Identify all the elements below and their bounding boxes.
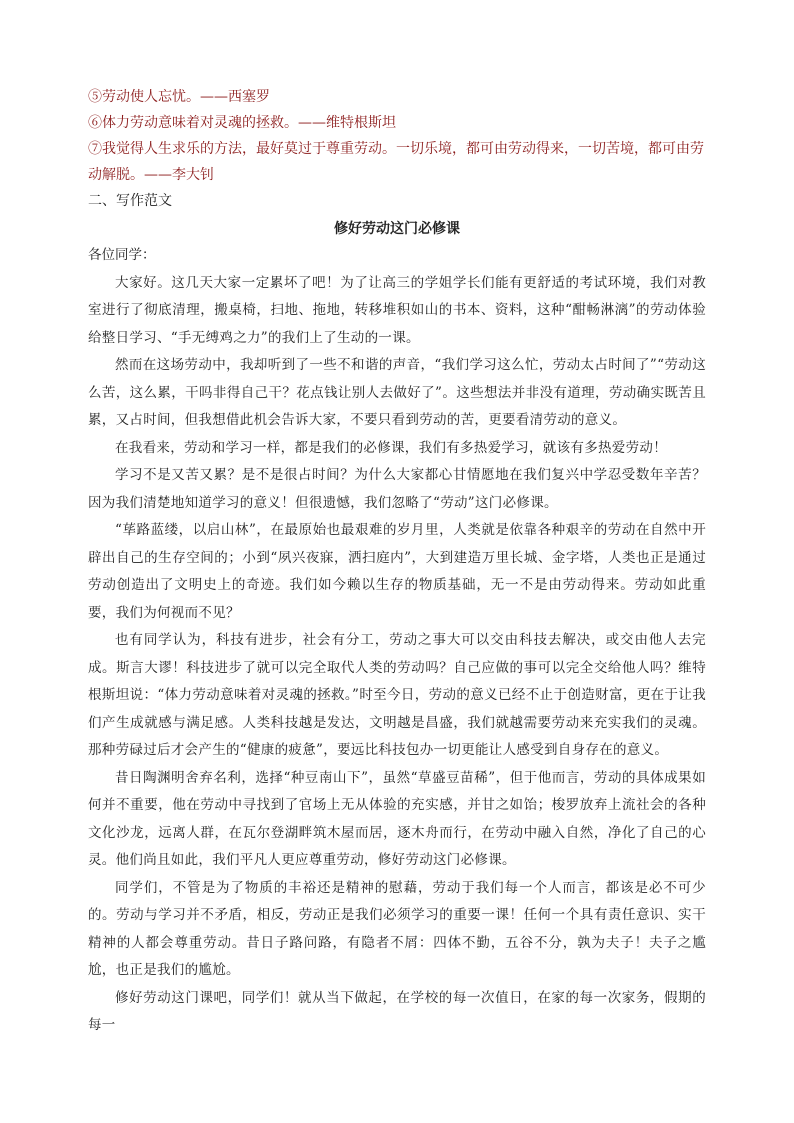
essay-paragraph: 大家好。这几天大家一定累坏了吧！为了让高三的学姐学长们能有更舒适的考试环境，我们对教室进行了彻底清理，搬桌椅，扫地、拖地，转移堆积如山的书本、资料，这种“酣畅淋漓”的劳动体验给整日学习、“手无缚鸡之力”的我们上了生动的一课。 [88, 274, 706, 346]
essay-salutation: 各位同学： [88, 247, 156, 263]
essay-paragraph: 昔日陶渊明舍弃名利，选择“种豆南山下”，虽然“草盛豆苗稀”，但于他而言，劳动的具体成果如何并不重要，他在劳动中寻找到了官场上无从体验的充实感，并甘之如饴；梭罗放弃上流社会的各种文化沙龙，远离人群，在瓦尔登湖畔筑木屋而居，逐木舟而行，在劳动中融入自然，净化了自己的心灵。他们尚且如此，我们平凡人更应尊重劳动，修好劳动这门必修课。 [88, 769, 706, 868]
quote-7: ⑦我觉得人生求乐的方法，最好莫过于尊重劳动。一切乐境，都可由劳动得来，一切苦境，都可由劳动解脱。——李大钊 [88, 141, 704, 183]
essay-title: 修好劳动这门必修课 [334, 221, 460, 237]
essay-paragraph: 同学们，不管是为了物质的丰裕还是精神的慰藉，劳动于我们每一个人而言，都该是必不可少的。劳动与学习并不矛盾，相反，劳动正是我们必须学习的重要一课！任何一个具有责任意识、实干精神的人都会尊重劳动。昔日子路问路，有隐者不屑：四体不勤，五谷不分，孰为夫子！夫子之尴尬，也正是我们的尴尬。 [88, 879, 706, 978]
section-heading: 二、写作范文 [88, 193, 172, 209]
essay-paragraph: “荜路蓝缕，以启山林”，在最原始也最艰难的岁月里，人类就是依靠各种艰辛的劳动在自然中开辟出自己的生存空间的；小到“夙兴夜寐，洒扫庭内”，大到建造万里长城、金字塔，人类也正是通过劳动创造出了文明史上的奇迹。我们如今赖以生存的物质基础，无一不是由劳动得来。劳动如此重要，我们为何视而不见？ [88, 522, 706, 621]
essay-paragraph: 学习不是又苦又累？是不是很占时间？为什么大家都心甘情愿地在我们复兴中学忍受数年辛苦？因为我们清楚地知道学习的意义！但很遗憾，我们忽略了“劳动”这门必修课。 [88, 467, 706, 511]
quote-5: ⑤劳动使人忘忧。——西塞罗 [88, 89, 270, 105]
quote-6: ⑥体力劳动意味着对灵魂的拯救。——维特根斯坦 [88, 115, 396, 131]
document-page [88, 84, 706, 1040]
essay-paragraph: 修好劳动这门课吧，同学们！就从当下做起，在学校的每一次值日，在家的每一次家务，假期的每一 [88, 989, 706, 1033]
essay-paragraph: 然而在这场劳动中，我却听到了一些不和谐的声音，“我们学习这么忙，劳动太占时间了”“劳动这么苦，这么累，干吗非得自己干？花点钱让别人去做好了”。这些想法并非没有道理，劳动确实既苦且累，又占时间，但我想借此机会告诉大家，不要只看到劳动的苦，更要看清劳动的意义。 [88, 357, 706, 428]
essay-paragraph: 也有同学认为，科技有进步，社会有分工，劳动之事大可以交由科技去解决，或交由他人去完成。斯言大谬！科技进步了就可以完全取代人类的劳动吗？自己应做的事可以完全交给他人吗？维特根斯坦说：“体力劳动意味着对灵魂的拯救。”时至今日，劳动的意义已经不止于创造财富，更在于让我们产生成就感与满足感。人类科技越是发达，文明越是昌盛，我们就越需要劳动来充实我们的灵魂。那种劳碌过后才会产生的“健康的疲惫”，要远比科技包办一切更能让人感受到自身存在的意义。 [88, 632, 706, 758]
essay-paragraph: 在我看来，劳动和学习一样，都是我们的必修课，我们有多热爱学习，就该有多热爱劳动！ [115, 439, 667, 456]
